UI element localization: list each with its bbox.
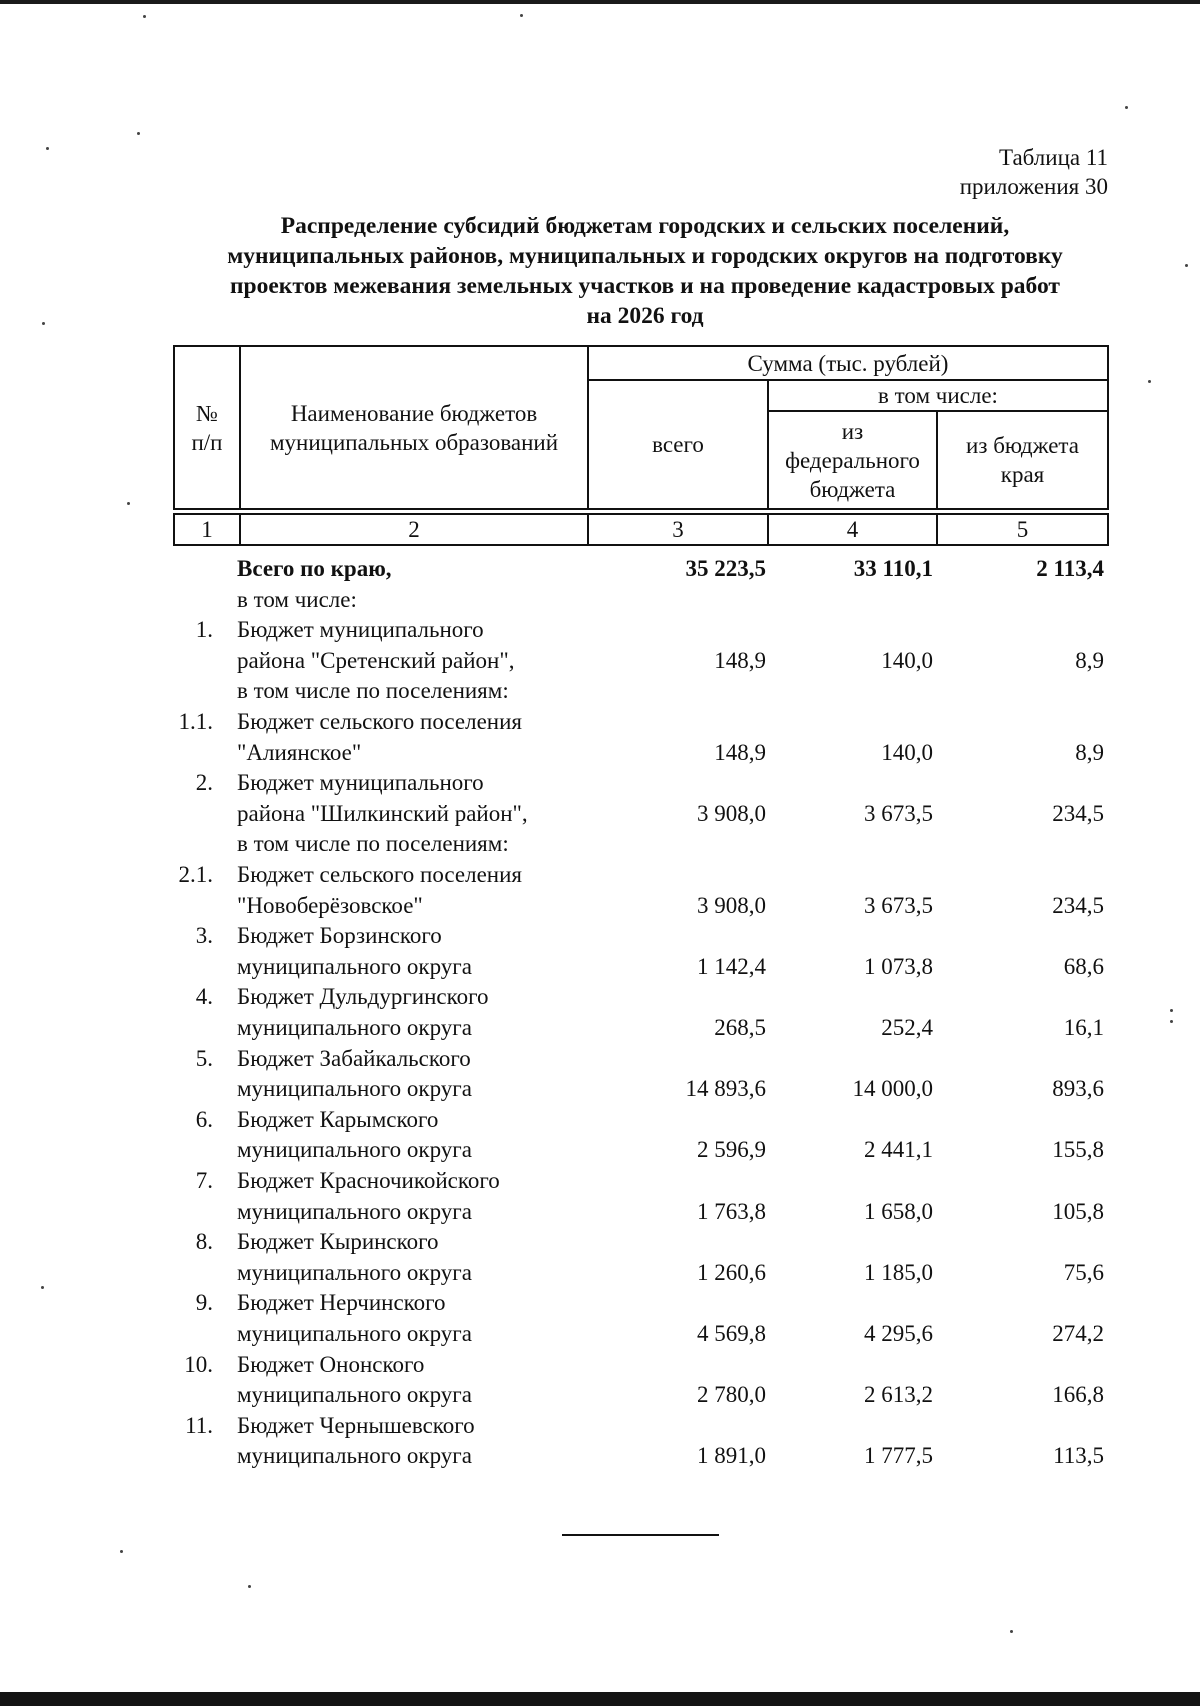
row-total: 4 569,8	[697, 1321, 766, 1346]
column-number: 3	[588, 514, 768, 545]
row-name: Бюджет Ононского	[237, 1351, 425, 1377]
row-federal: 1 658,0	[864, 1198, 933, 1224]
row-number: 8.	[195, 1229, 213, 1255]
table-row	[0, 1226, 1200, 1257]
row-total: 2 780,0	[697, 1382, 766, 1408]
table-row	[0, 737, 1200, 768]
row-number: 7.	[195, 1168, 213, 1193]
row-number: 3.	[195, 923, 213, 949]
table-row	[0, 1043, 1200, 1074]
table-row	[0, 798, 1200, 829]
row-number: 5.	[195, 1045, 213, 1071]
row-name: муниципального округа	[237, 1137, 472, 1163]
row-regional: 166,8	[1052, 1382, 1104, 1408]
column-number: 1	[174, 514, 240, 545]
row-regional: 274,2	[1052, 1321, 1104, 1346]
row-number: 9.	[195, 1290, 213, 1316]
row-regional: 105,8	[1052, 1198, 1104, 1224]
row-name: Бюджет Нерчинского	[237, 1290, 446, 1316]
row-federal: 3 673,5	[864, 892, 933, 918]
table-row	[0, 1379, 1200, 1410]
row-name: Бюджет муниципального	[237, 617, 484, 643]
row-name: Бюджет Чернышевского	[237, 1412, 475, 1438]
row-number: 11.	[185, 1412, 213, 1438]
row-regional: 68,6	[1063, 953, 1104, 979]
row-name: Бюджет Карымского	[237, 1106, 439, 1132]
column-number: 5	[937, 514, 1108, 545]
table-reference	[960, 143, 1108, 201]
scan-speck	[42, 322, 45, 325]
scan-speck	[1010, 1630, 1013, 1633]
row-regional: 234,5	[1052, 892, 1104, 918]
row-name: Бюджет сельского поселения	[237, 862, 522, 887]
scan-speck	[120, 1550, 123, 1553]
header-cell-total: всего	[588, 380, 768, 509]
table-row	[0, 675, 1200, 706]
row-federal: 4 295,6	[864, 1321, 933, 1346]
scan-speck	[248, 1585, 251, 1588]
row-name: "Новоберёзовское"	[237, 892, 423, 918]
row-number: 2.1.	[178, 862, 213, 887]
row-regional: 75,6	[1063, 1259, 1104, 1285]
table-row	[0, 614, 1200, 645]
row-name: муниципального округа	[237, 1076, 472, 1102]
row-federal: 2 441,1	[864, 1137, 933, 1163]
row-name: Бюджет муниципального	[237, 770, 484, 796]
table-row	[0, 1440, 1200, 1471]
column-number: 4	[768, 514, 937, 545]
scan-speck	[143, 15, 146, 18]
table-row	[0, 706, 1200, 737]
row-name: муниципального округа	[237, 1443, 472, 1469]
scan-speck	[137, 132, 140, 135]
row-name: "Алиянское"	[237, 739, 362, 765]
row-total: 1 891,0	[697, 1443, 766, 1469]
row-federal: 14 000,0	[852, 1076, 933, 1102]
scan-speck	[46, 147, 49, 150]
table-row	[0, 859, 1200, 890]
row-total: 148,9	[714, 647, 766, 673]
column-numbers-row	[173, 513, 1109, 546]
table-row	[0, 1287, 1200, 1318]
end-of-document-line	[562, 1534, 719, 1536]
row-total: 14 893,6	[685, 1076, 766, 1102]
row-name: муниципального округа	[237, 1382, 472, 1408]
table-row	[0, 1318, 1200, 1349]
scan-speck	[127, 502, 130, 505]
row-federal: 1 185,0	[864, 1259, 933, 1285]
scan-speck	[520, 14, 523, 17]
scan-speck	[1148, 380, 1151, 383]
table-row	[0, 1104, 1200, 1135]
table-row	[0, 920, 1200, 951]
row-regional: 2 113,4	[1036, 556, 1104, 581]
appendix-reference: приложения 30	[959, 174, 1108, 199]
row-total: 3 908,0	[697, 892, 766, 918]
row-total: 1 763,8	[697, 1198, 766, 1224]
row-name: муниципального округа	[237, 1198, 472, 1224]
title-line: Распределение субсидий бюджетам городских и сельских поселений,	[280, 213, 1010, 239]
table-row	[0, 890, 1200, 921]
title-line: муниципальных районов, муниципальных и городских округов на подготовку	[227, 243, 1063, 269]
row-total: 3 908,0	[697, 800, 766, 826]
document-title	[170, 211, 1120, 331]
row-federal: 140,0	[881, 647, 933, 673]
row-federal: 2 613,2	[864, 1382, 933, 1408]
title-line: проектов межевания земельных участков и на проведение кадастровых работ	[230, 273, 1060, 299]
row-name: района "Шилкинский район",	[237, 800, 528, 826]
table-row	[0, 645, 1200, 676]
table-row	[0, 1349, 1200, 1380]
header-cell-sum: Сумма (тыс. рублей)	[588, 346, 1108, 380]
row-name: муниципального округа	[237, 1321, 472, 1346]
header-cell-name: Наименование бюджетов муниципальных образований	[240, 346, 588, 509]
row-total: 148,9	[714, 739, 766, 765]
table-number: Таблица 11	[998, 145, 1108, 170]
scan-border-bottom	[0, 1692, 1200, 1706]
row-name: муниципального округа	[237, 1015, 472, 1040]
row-regional: 16,1	[1063, 1015, 1104, 1040]
row-total: 1 260,6	[697, 1259, 766, 1285]
row-number: 6.	[195, 1106, 213, 1132]
column-number: 2	[240, 514, 588, 545]
title-line: на 2026 год	[586, 303, 704, 329]
table-row	[0, 1073, 1200, 1104]
row-regional: 234,5	[1052, 800, 1104, 826]
row-number: 10.	[184, 1351, 213, 1377]
row-federal: 3 673,5	[864, 800, 933, 826]
scan-speck	[1125, 106, 1128, 109]
row-name: муниципального округа	[237, 1259, 472, 1285]
table-row	[0, 1410, 1200, 1441]
table-row	[0, 828, 1200, 859]
table-row	[0, 981, 1200, 1012]
table-row	[0, 1012, 1200, 1043]
row-regional: 155,8	[1052, 1137, 1104, 1163]
scan-border-top	[0, 0, 1200, 4]
row-name: Всего по краю,	[237, 556, 392, 581]
table-row	[0, 553, 1200, 584]
table-row	[0, 1134, 1200, 1165]
scan-speck	[1185, 264, 1188, 267]
row-name: в том числе:	[237, 586, 357, 612]
row-number: 2.	[195, 770, 213, 796]
row-name: в том числе по поселениям:	[237, 678, 509, 704]
row-regional: 113,5	[1053, 1443, 1104, 1469]
row-number: 1.	[195, 617, 213, 643]
row-regional: 8,9	[1075, 647, 1104, 673]
table-row	[0, 1196, 1200, 1227]
header-cell-federal: из федерального бюджета	[768, 411, 937, 509]
row-regional: 893,6	[1052, 1076, 1104, 1102]
table-header	[173, 345, 1109, 510]
row-name: муниципального округа	[237, 953, 472, 979]
row-number: 4.	[195, 984, 213, 1010]
table-row	[0, 767, 1200, 798]
header-cell-including: в том числе:	[768, 380, 1108, 411]
row-name: района "Сретенский район",	[237, 647, 515, 673]
header-cell-regional: из бюджета края	[937, 411, 1108, 509]
row-name: Бюджет Забайкальского	[237, 1045, 471, 1071]
row-federal: 1 777,5	[864, 1443, 933, 1469]
row-regional: 8,9	[1075, 739, 1104, 765]
table-row	[0, 584, 1200, 615]
row-federal: 252,4	[881, 1015, 933, 1040]
row-total: 35 223,5	[685, 556, 766, 581]
row-name: Бюджет Дульдургинского	[237, 984, 489, 1010]
table-row	[0, 1165, 1200, 1196]
row-name: Бюджет Кыринского	[237, 1229, 439, 1255]
row-name: Бюджет сельского поселения	[237, 709, 522, 734]
table-row	[0, 1257, 1200, 1288]
row-federal: 33 110,1	[853, 556, 933, 581]
row-federal: 1 073,8	[864, 953, 933, 979]
row-federal: 140,0	[881, 739, 933, 765]
row-name: в том числе по поселениям:	[237, 831, 509, 857]
row-total: 2 596,9	[697, 1137, 766, 1163]
row-name: Бюджет Борзинского	[237, 923, 442, 949]
table-row	[0, 951, 1200, 982]
row-name: Бюджет Красночикойского	[237, 1168, 500, 1193]
header-cell-number: № п/п	[174, 346, 240, 509]
row-total: 1 142,4	[697, 953, 766, 979]
row-number: 1.1.	[178, 709, 213, 734]
row-total: 268,5	[714, 1015, 766, 1040]
